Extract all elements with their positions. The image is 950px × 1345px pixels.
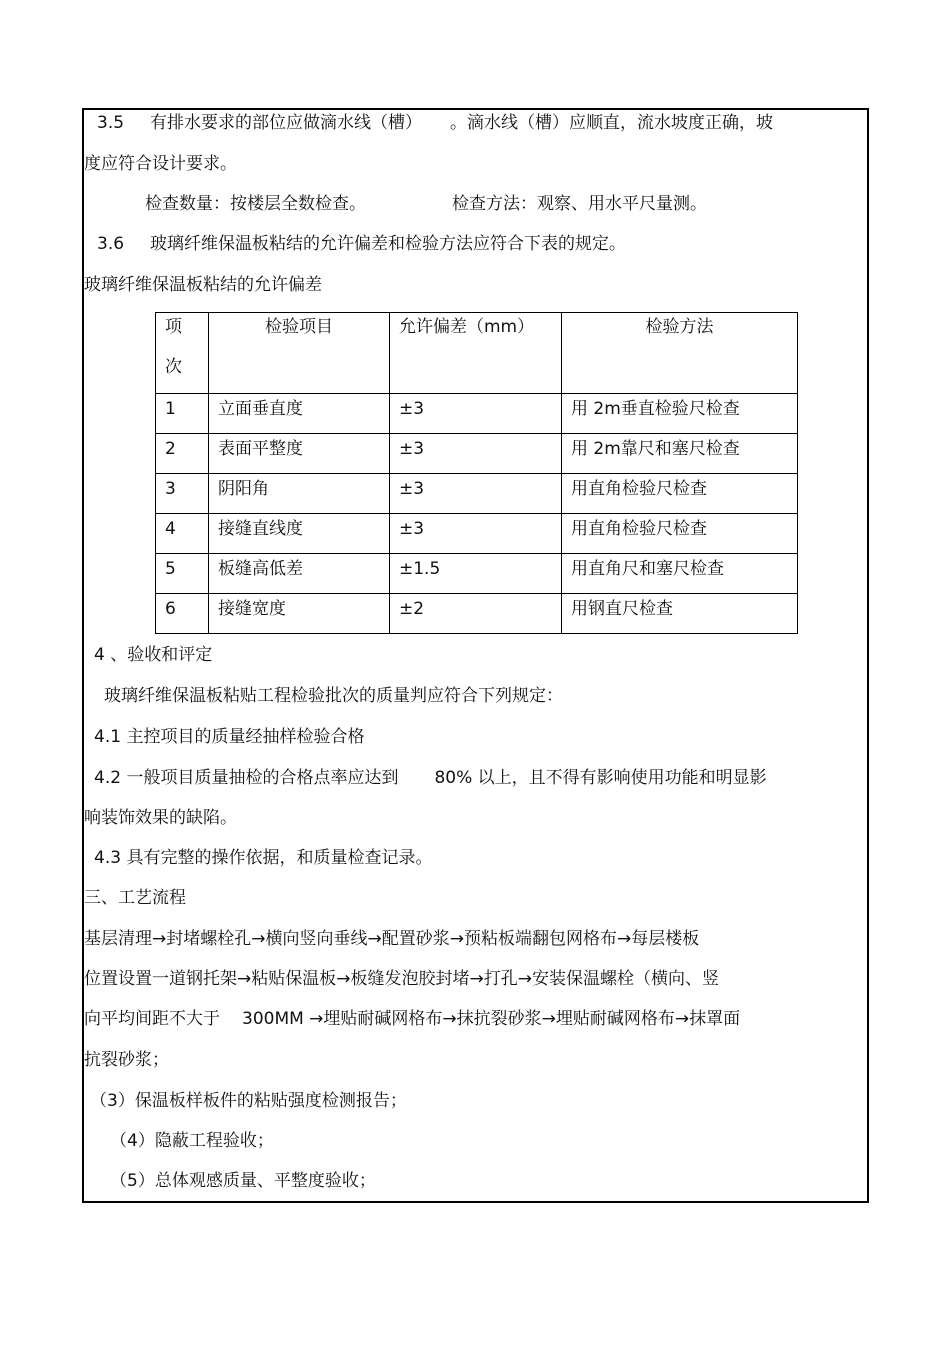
flow-line-1: 基层清理→封堵螺栓孔→横向竖向垂线→配置砂浆→预粘板端翻包网格布→每层楼板 [84, 929, 700, 949]
cell-method: 用 2m靠尺和塞尺检查 [562, 434, 798, 474]
cell-item: 接缝直线度 [209, 514, 390, 554]
cell-item: 接缝宽度 [209, 594, 390, 634]
cell-no: 2 [156, 434, 209, 474]
table-row [156, 434, 798, 474]
clause-text-cont: 。滴水线（槽）应顺直，流水坡度正确，坡 [450, 113, 774, 133]
table-row [156, 554, 798, 594]
cell-tolerance: ±3 [390, 434, 562, 474]
flow-text-cont: 300MM →埋贴耐碱网格布→抹抗裂砂浆→埋贴耐碱网格布→抹罩面 [242, 1009, 741, 1029]
clause-3-5-line1 [97, 111, 773, 135]
cell-no: 6 [156, 594, 209, 634]
list-item-4: （4）隐蔽工程验收； [110, 1131, 274, 1151]
cell-no: 1 [156, 394, 209, 434]
cell-method: 用直角检验尺检查 [562, 474, 798, 514]
cell-tolerance: ±2 [390, 594, 562, 634]
section-3-heading: 三、工艺流程 [84, 888, 186, 908]
cell-no: 4 [156, 514, 209, 554]
cell-item: 阴阳角 [209, 474, 390, 514]
table-row [156, 514, 798, 554]
list-item-5: （5）总体观感质量、平整度验收； [110, 1171, 376, 1191]
clause-number: 3.6 [97, 234, 125, 254]
header-cell-no [156, 313, 209, 394]
clause-text: 4.2 一般项目质量抽检的合格点率应达到 [94, 768, 399, 788]
header-cell-tolerance: 允许偏差（mm） [390, 313, 562, 394]
header-cell-item: 检验项目 [209, 313, 390, 394]
clause-text-cont: 80% 以上，且不得有影响使用功能和明显影 [434, 768, 767, 788]
cell-method: 用 2m垂直检验尺检查 [562, 394, 798, 434]
clause-3-5-line2: 度应符合设计要求。 [84, 154, 237, 174]
flow-text: 向平均间距不大于 [84, 1009, 220, 1029]
clause-text: 有排水要求的部位应做滴水线（槽） [150, 113, 423, 133]
cell-no: 5 [156, 554, 209, 594]
section-4-heading: 4 、验收和评定 [94, 645, 213, 665]
cell-tolerance: ±3 [390, 474, 562, 514]
cell-method: 用直角检验尺检查 [562, 514, 798, 554]
flow-line-2: 位置设置一道钢托架→粘贴保温板→板缝发泡胶封堵→打孔→安装保温螺栓（横向、竖 [84, 969, 719, 989]
table-header-row [156, 313, 798, 394]
cell-no: 3 [156, 474, 209, 514]
header-cell-method: 检验方法 [562, 313, 798, 394]
check-method: 检查方法：观察、用水平尺量测。 [452, 194, 707, 214]
check-quantity: 检查数量：按楼层全数检查。 [145, 194, 366, 214]
cell-item: 立面垂直度 [209, 394, 390, 434]
flow-line-4: 抗裂砂浆； [84, 1050, 169, 1070]
cell-tolerance: ±1.5 [390, 554, 562, 594]
clause-3-6 [97, 232, 626, 256]
clause-number: 3.5 [97, 113, 125, 133]
flow-line-3 [84, 1007, 740, 1031]
cell-method: 用直角尺和塞尺检查 [562, 554, 798, 594]
table-row [156, 474, 798, 514]
header-no-a: 项 [165, 317, 182, 337]
table-row [156, 594, 798, 634]
clause-text: 玻璃纤维保温板粘结的允许偏差和检验方法应符合下表的规定。 [150, 234, 627, 254]
section-4-intro: 玻璃纤维保温板粘贴工程检验批次的质量判应符合下列规定： [104, 686, 563, 706]
cell-tolerance: ±3 [390, 514, 562, 554]
header-no-b: 次 [165, 357, 182, 377]
tolerance-table [155, 312, 798, 634]
check-line [145, 192, 707, 216]
clause-4-2-line1 [94, 766, 767, 790]
list-item-3: （3）保温板样板件的粘贴强度检测报告； [90, 1091, 407, 1111]
cell-method: 用钢直尺检查 [562, 594, 798, 634]
clause-4-3: 4.3 具有完整的操作依据，和质量检查记录。 [94, 848, 433, 868]
clause-4-2-line2: 响装饰效果的缺陷。 [84, 808, 237, 828]
table-caption: 玻璃纤维保温板粘结的允许偏差 [84, 275, 322, 295]
cell-item: 表面平整度 [209, 434, 390, 474]
cell-item: 板缝高低差 [209, 554, 390, 594]
clause-4-1: 4.1 主控项目的质量经抽样检验合格 [94, 727, 365, 747]
table-row [156, 394, 798, 434]
cell-tolerance: ±3 [390, 394, 562, 434]
